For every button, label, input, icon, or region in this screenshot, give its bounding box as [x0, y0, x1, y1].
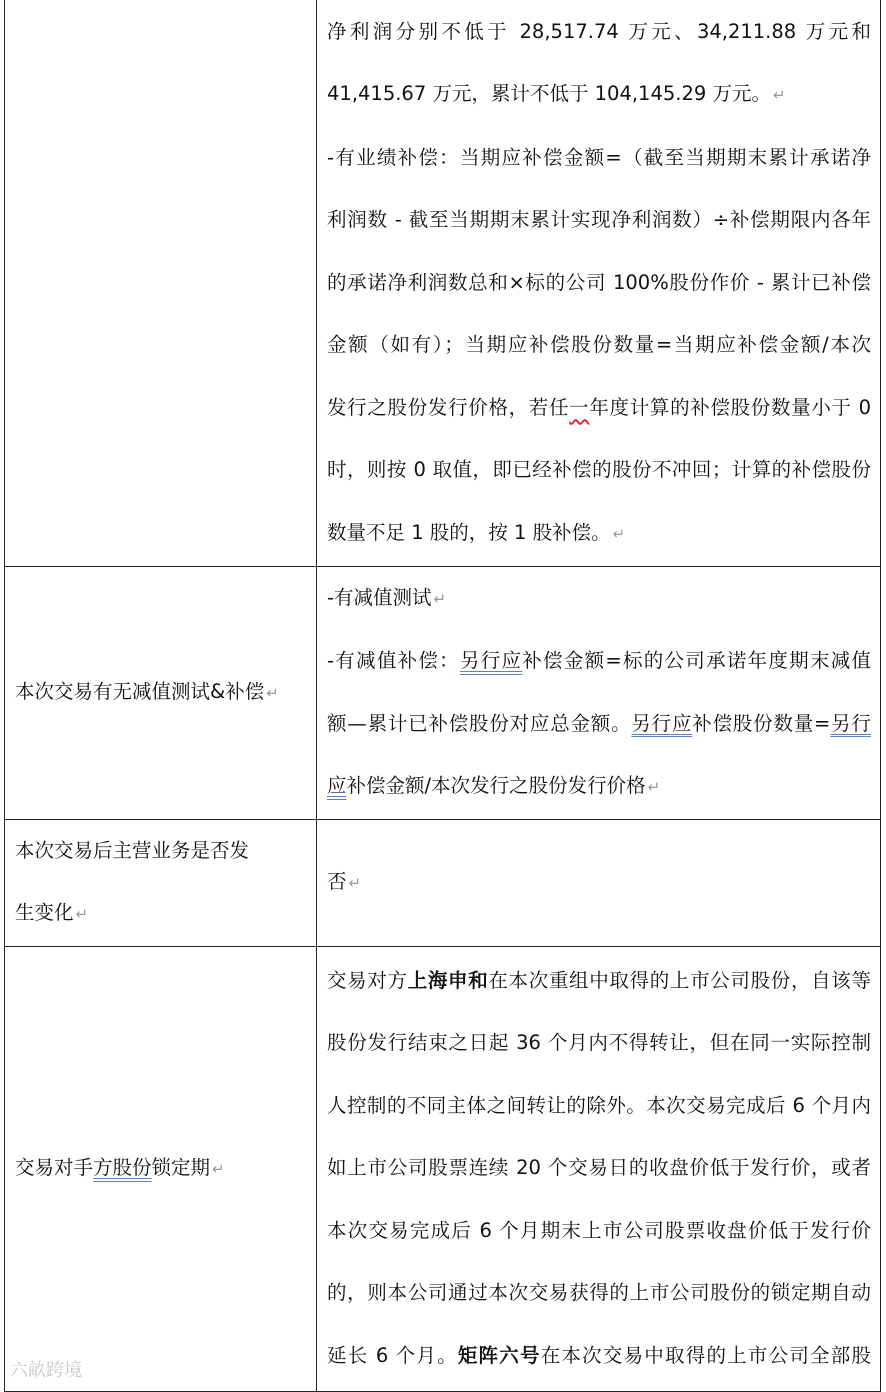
content-line: 金额（如有）；当期应补偿股份数量=当期应补偿金额/本次 — [327, 333, 871, 356]
row-label: 本次交易后主营业务是否发 — [15, 838, 250, 862]
content-text: 延长 6 个月。 — [327, 1343, 458, 1367]
paragraph-mark-icon: ↵ — [75, 905, 89, 923]
content-text: 在本次重组中取得的上市公司股份，自该等 — [488, 968, 871, 992]
content-line: 如上市公司股票连续 20 个交易日的收盘价低于发行价，或者 — [327, 1156, 871, 1180]
row-label — [15, 882, 310, 946]
content-text: 否 — [327, 869, 347, 893]
paragraph-mark-icon: ↵ — [433, 589, 447, 608]
content-text: 额—累计已补偿股份对应总金额。 — [327, 711, 632, 735]
row-label — [15, 1137, 310, 1201]
content-line: 股份发行结束之日起 36 个月内不得转让，但在同一实际控制 — [327, 1031, 871, 1055]
table-row — [5, 566, 881, 819]
content-text: -有减值测试 — [327, 585, 432, 609]
row-content-cell — [317, 819, 881, 946]
content-text: 补偿股份数量= — [692, 711, 831, 735]
content-line: 人控制的不同主体之间转让的除外。本次交易完成后 6 个月内 — [327, 1093, 871, 1117]
content-text: 在本次交易中取得的上市公司全部股 — [540, 1343, 871, 1367]
label-text: 本次交易有无减值测试&补偿 — [15, 679, 265, 703]
content-text: 交易对方 — [327, 968, 408, 992]
bold-entity: 矩阵六号 — [457, 1343, 541, 1367]
content-text: -有减值补偿： — [327, 649, 460, 672]
info-table — [4, 0, 881, 1392]
content-line: 时，则按 0 取值，即已经补偿的股份不冲回；计算的补偿股份 — [327, 458, 871, 481]
paragraph-mark-icon: ↵ — [212, 1159, 225, 1178]
grammar-flagged-word: 方股份 — [93, 1155, 152, 1179]
content-line — [327, 851, 871, 915]
row-label-cell — [5, 819, 317, 946]
watermark-logo: 六畝跨境 — [10, 1360, 82, 1381]
content-line — [327, 502, 871, 566]
grammar-flagged-word: 应 — [327, 774, 347, 797]
spellcheck-word: 一 — [569, 395, 590, 419]
content-text: 补偿金额=标的公司承诺年度期末减值 — [522, 649, 871, 672]
row-label — [15, 661, 310, 725]
content-line — [327, 567, 871, 631]
content-line — [327, 377, 871, 440]
content-text: 发行之股份发行价格，若任 — [327, 395, 570, 419]
content-line: -有业绩补偿：当期应补偿金额=（截至当期期末累计承诺净 — [327, 145, 871, 169]
bold-entity: 上海申和 — [407, 968, 489, 992]
content-line — [327, 63, 871, 127]
content-text: 年度计算的补偿股份数量小于 0 — [589, 395, 871, 419]
content-line — [327, 1325, 871, 1388]
table-row — [5, 819, 881, 946]
content-text: 41,415.67 万元，累计不低于 104,145.29 万元。 — [327, 82, 771, 105]
grammar-flagged-word: 另行应 — [459, 649, 523, 672]
table-row — [5, 946, 881, 1391]
paragraph-mark-icon: ↵ — [612, 524, 626, 543]
content-line: 的，则本公司通过本次交易获得的上市公司股份的锁定期自动 — [327, 1281, 871, 1305]
label-text: 交易对手 — [15, 1155, 94, 1179]
row-label-cell — [5, 946, 317, 1391]
paragraph-mark-icon: ↵ — [348, 873, 362, 892]
row-content-cell — [317, 566, 881, 819]
paragraph-mark-icon: ↵ — [266, 683, 279, 702]
row-label-cell — [5, 566, 317, 819]
content-line — [327, 630, 871, 693]
label-text: 锁定期 — [151, 1155, 211, 1179]
content-line — [327, 755, 871, 819]
content-line — [327, 950, 871, 1013]
content-text: 补偿金额/本次发行之股份发行价格 — [346, 774, 646, 797]
row-content-cell — [317, 0, 881, 566]
table-row — [5, 0, 881, 566]
content-line: 的承诺净利润数总和×标的公司 100%股份作价 - 累计已补偿 — [327, 270, 871, 294]
paragraph-mark-icon: ↵ — [647, 778, 661, 796]
content-line: 利润数 - 截至当期期末累计实现净利润数）÷补偿期限内各年 — [327, 208, 871, 231]
content-text: 数量不足 1 股的，按 1 股补偿。 — [327, 520, 611, 544]
content-line: 本次交易完成后 6 个月期末上市公司股票收盘价低于发行价 — [327, 1218, 871, 1242]
row-label-cell — [5, 0, 317, 566]
content-line — [327, 693, 871, 756]
content-line: 净利润分别不低于 28,517.74 万元、34,211.88 万元和 — [327, 19, 871, 43]
label-text: 生变化 — [15, 901, 74, 924]
grammar-flagged-word: 另行应 — [631, 711, 693, 735]
row-content-cell — [317, 946, 881, 1391]
paragraph-mark-icon: ↵ — [773, 86, 786, 104]
grammar-flagged-word: 另行 — [830, 711, 871, 735]
